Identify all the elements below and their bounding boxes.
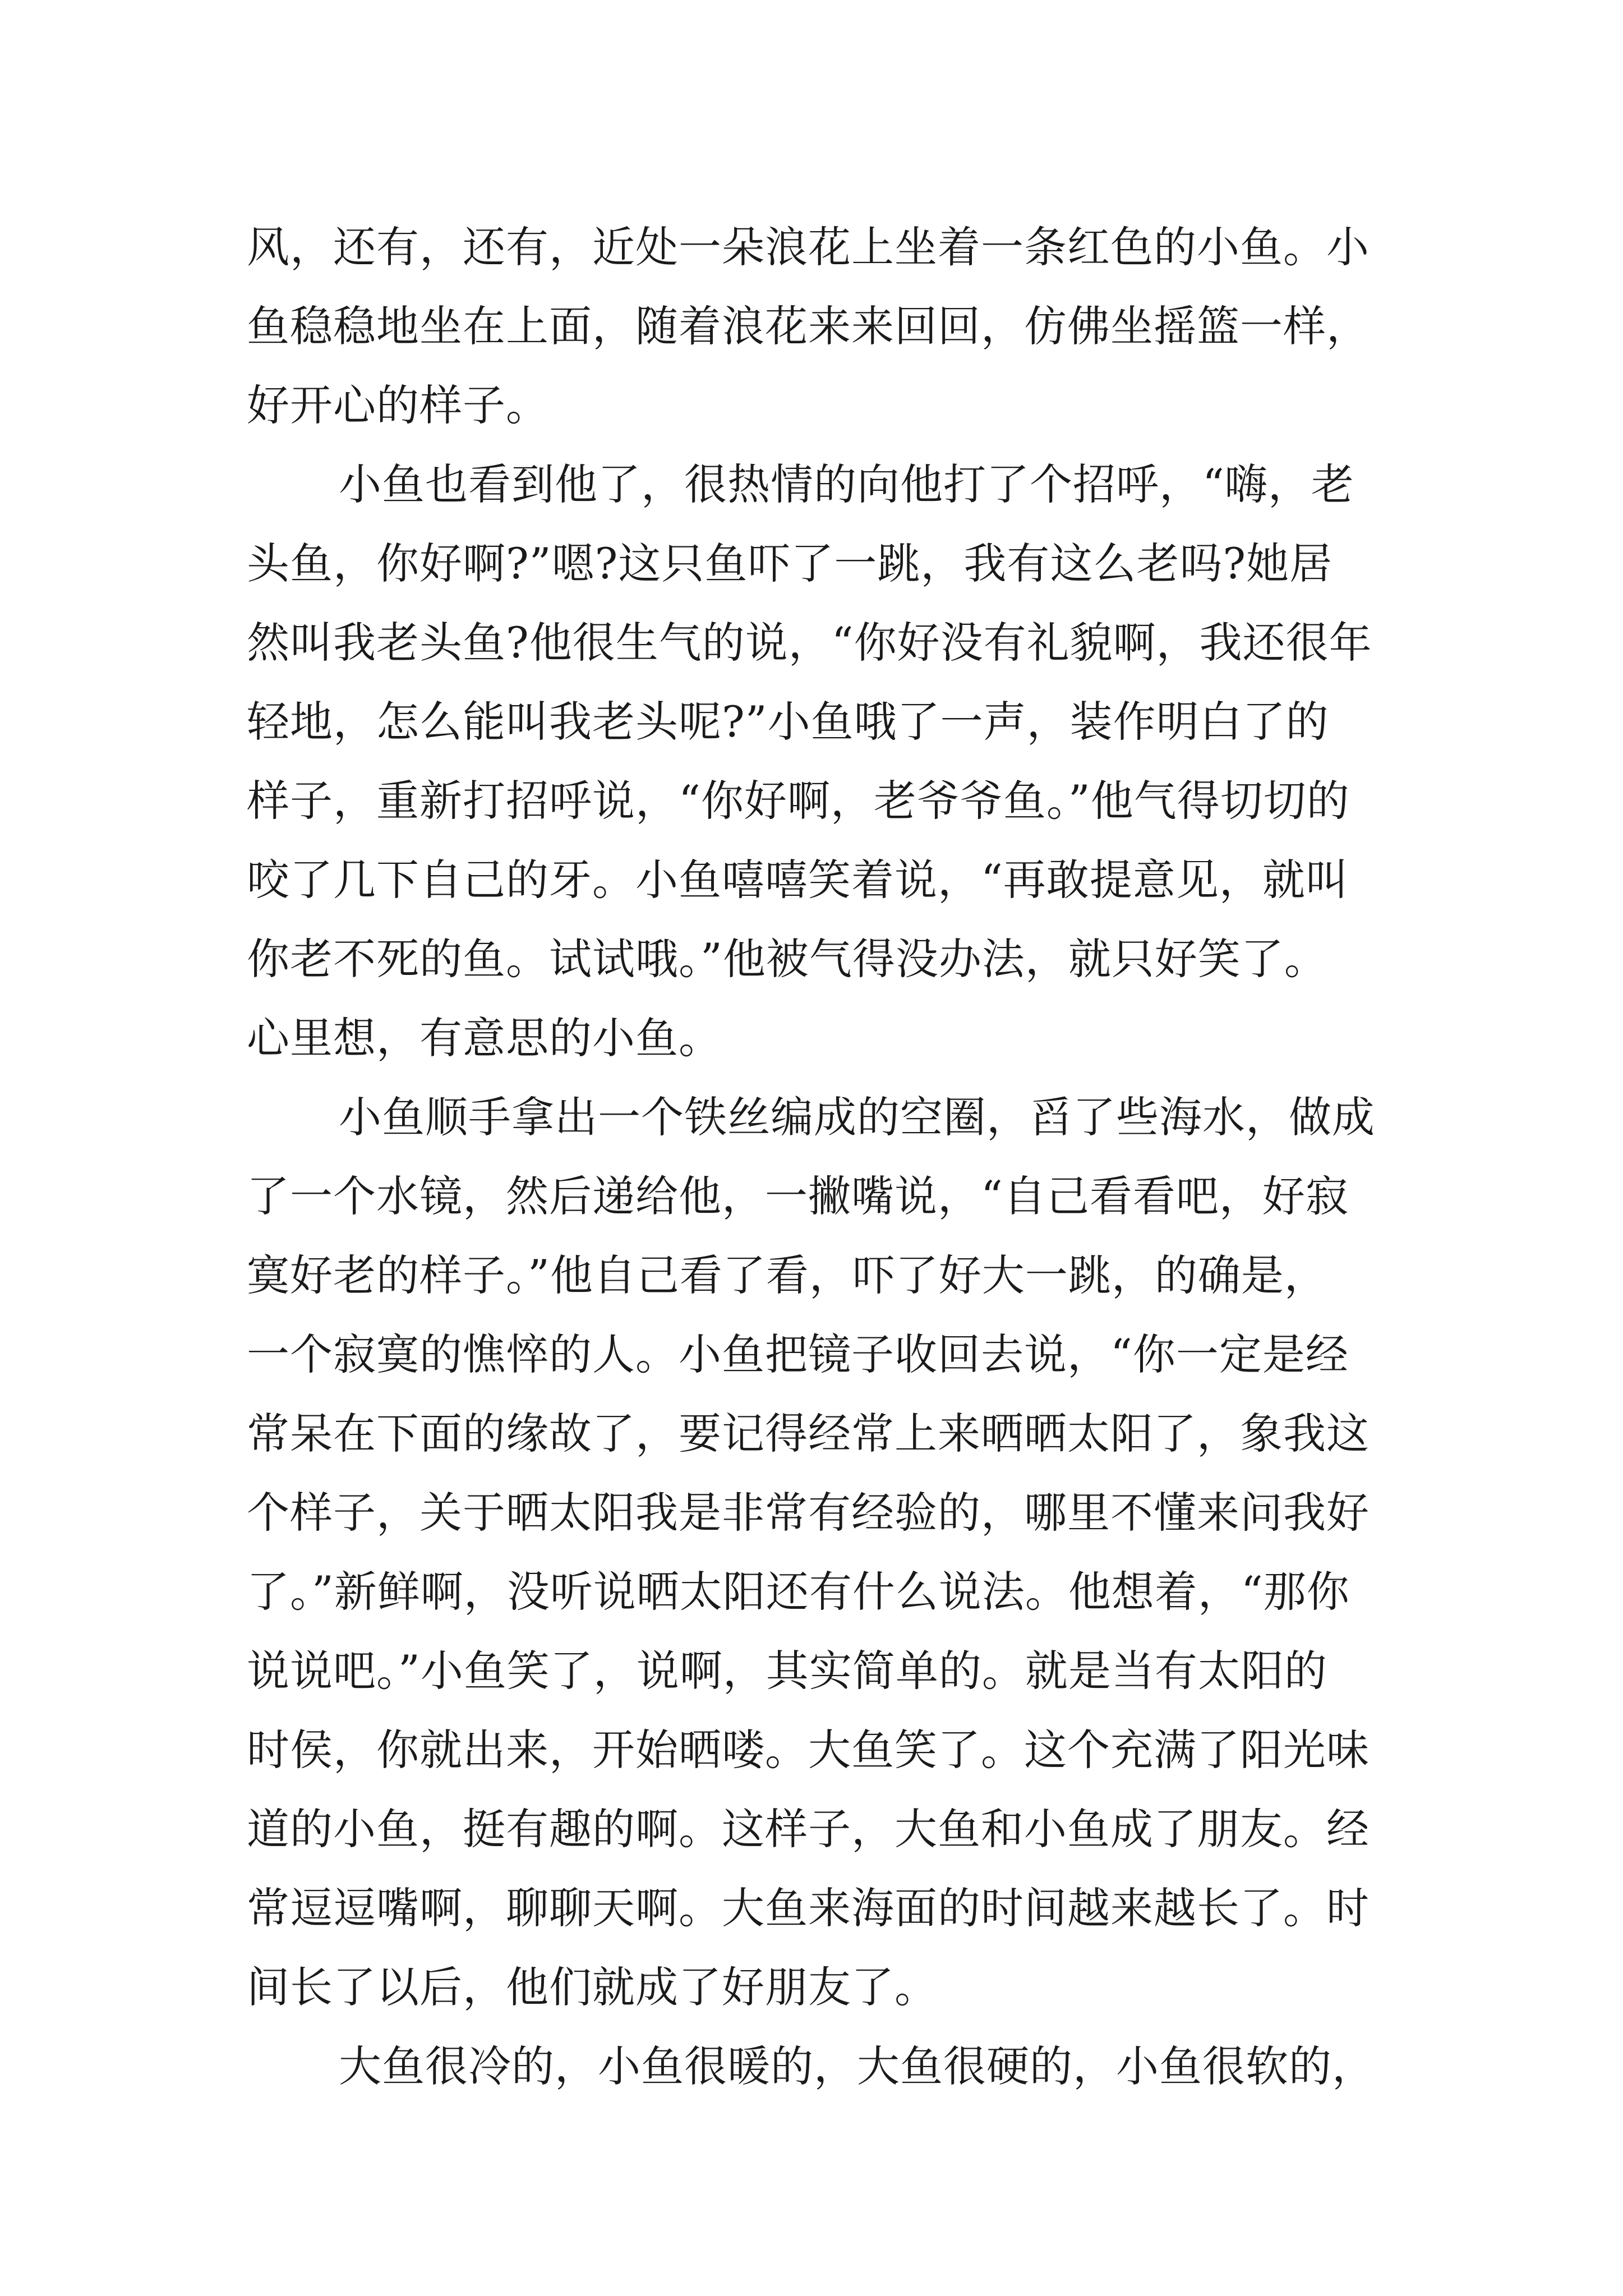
text-line: 风，还有，还有，近处一朵浪花上坐着一条红色的小鱼。小 [247, 222, 1370, 272]
text-line: 寞好老的样子。”他自己看了看，吓了好大一跳，的确是， [247, 1250, 1327, 1300]
text-line: 然叫我老头鱼?他很生气的说，“你好没有礼貌啊，我还很年 [247, 618, 1372, 668]
text-line: 好开心的样子。 [247, 380, 549, 430]
text-line: 常逗逗嘴啊，聊聊天啊。大鱼来海面的时间越来越长了。时 [247, 1883, 1370, 1933]
text-line: 个样子，关于晒太阳我是非常有经验的，哪里不懂来问我好 [247, 1488, 1370, 1538]
paragraph-start-line: 小鱼也看到他了，很热情的向他打了个招呼，“嗨，老 [339, 459, 1354, 509]
text-line: 了一个水镜，然后递给他，一撇嘴说，“自己看看吧，好寂 [247, 1171, 1349, 1221]
text-line: 道的小鱼，挺有趣的啊。这样子，大鱼和小鱼成了朋友。经 [247, 1804, 1370, 1854]
paragraph-start-line: 小鱼顺手拿出一个铁丝编成的空圈，舀了些海水，做成 [339, 1092, 1375, 1142]
text-line: 咬了几下自己的牙。小鱼嘻嘻笑着说，“再敢提意见，就叫 [247, 855, 1349, 905]
text-line: 间长了以后，他们就成了好朋友了。 [247, 1962, 938, 2012]
text-line: 心里想，有意思的小鱼。 [247, 1013, 722, 1063]
text-line: 轻地，怎么能叫我老头呢?”小鱼哦了一声，装作明白了的 [247, 697, 1329, 747]
text-line: 你老不死的鱼。试试哦。”他被气得没办法，就只好笑了。 [247, 934, 1327, 984]
text-line: 头鱼，你好啊?”嗯?这只鱼吓了一跳，我有这么老吗?她居 [247, 539, 1333, 588]
text-line: 鱼稳稳地坐在上面，随着浪花来来回回，仿佛坐摇篮一样， [247, 301, 1370, 351]
story-text [247, 208, 1402, 2106]
text-line: 一个寂寞的憔悴的人。小鱼把镜子收回去说，“你一定是经 [247, 1329, 1349, 1379]
text-line: 了。”新鲜啊，没听说晒太阳还有什么说法。他想着，“那你 [247, 1567, 1350, 1617]
text-line: 时侯，你就出来，开始晒喽。大鱼笑了。这个充满了阳光味 [247, 1725, 1370, 1775]
paragraph-start-line: 大鱼很冷的，小鱼很暖的，大鱼很硬的，小鱼很软的， [339, 2041, 1375, 2091]
text-line: 样子，重新打招呼说，“你好啊，老爷爷鱼。”他气得切切的 [247, 776, 1350, 826]
text-line: 说说吧。”小鱼笑了，说啊，其实简单的。就是当有太阳的 [247, 1646, 1327, 1696]
text-line: 常呆在下面的缘故了，要记得经常上来晒晒太阳了，象我这 [247, 1409, 1370, 1458]
